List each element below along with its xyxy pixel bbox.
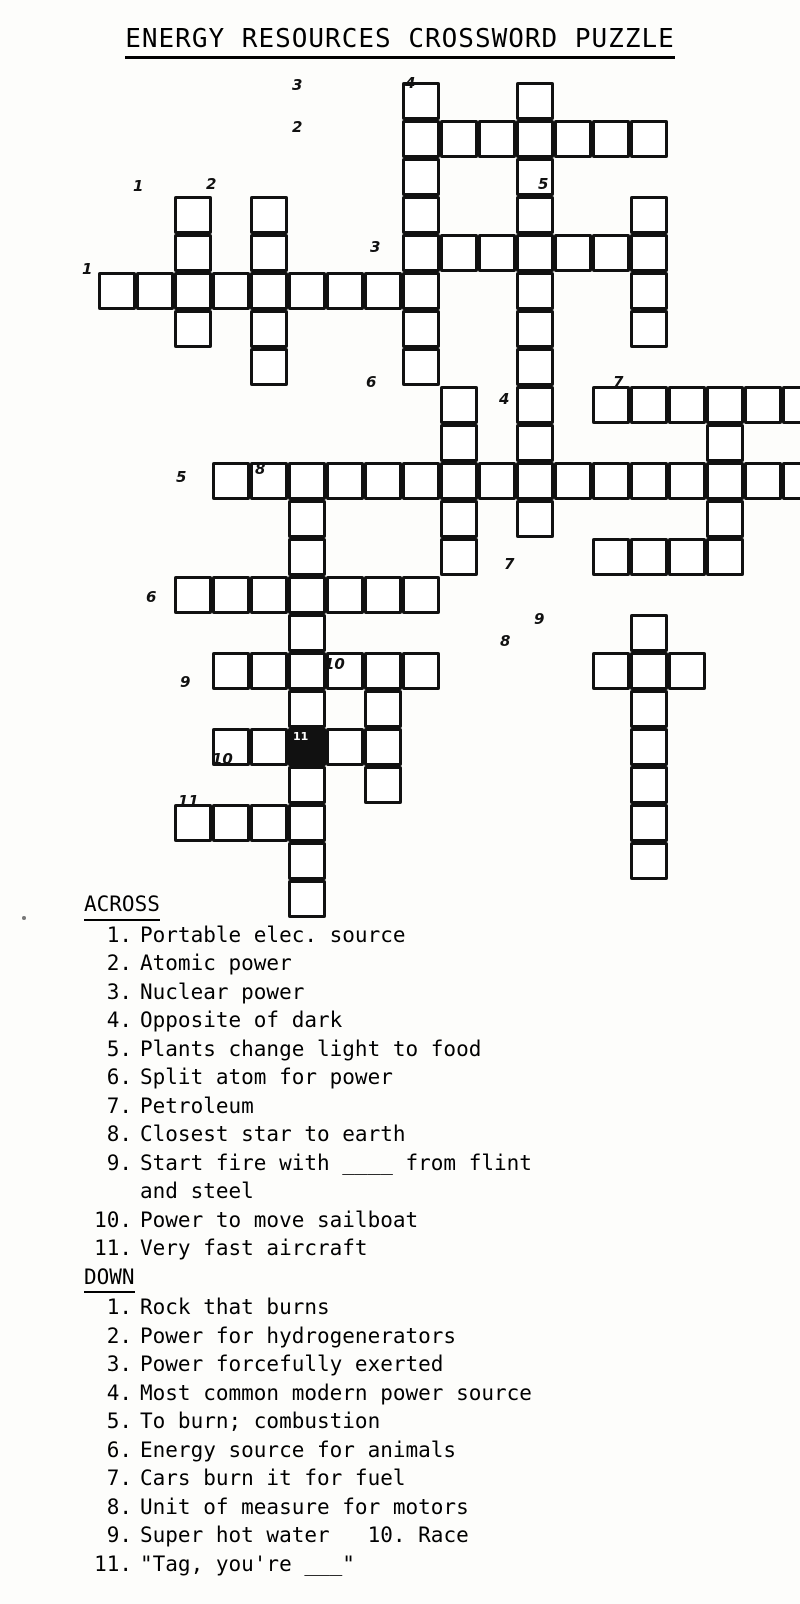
across-clue-continuation: and steel	[140, 1179, 254, 1203]
across-clue-text: Split atom for power	[140, 1065, 393, 1089]
across-clue-number: 3.	[106, 979, 132, 1004]
crossword-cell[interactable]	[706, 538, 744, 576]
crossword-cell[interactable]	[402, 158, 440, 196]
crossword-cell[interactable]	[630, 652, 668, 690]
grid-clue-number: 9	[180, 673, 191, 691]
down-clue-text: Power forcefully exerted	[140, 1352, 444, 1376]
page-title-text: ENERGY RESOURCES CROSSWORD PUZZLE	[125, 24, 675, 59]
crossword-cell[interactable]	[250, 804, 288, 842]
down-clue-number: 8.	[106, 1494, 132, 1519]
crossword-cell[interactable]	[516, 462, 554, 500]
down-clue	[78, 1293, 788, 1322]
crossword-cell[interactable]	[402, 234, 440, 272]
crossword-cell[interactable]	[668, 386, 706, 424]
across-clue-text: Opposite of dark	[140, 1008, 343, 1032]
down-heading-row	[78, 1263, 788, 1294]
crossword-cell[interactable]	[630, 196, 668, 234]
clue-spacer	[330, 1523, 368, 1547]
grid-clue-number: 11	[178, 792, 199, 810]
grid-clue-number: 8	[500, 632, 511, 650]
down-clue	[78, 1407, 788, 1436]
across-clue	[78, 1092, 788, 1121]
crossword-cell-numbered[interactable]	[288, 728, 326, 766]
crossword-cell[interactable]	[326, 728, 364, 766]
crossword-cell[interactable]	[478, 234, 516, 272]
grid-clue-number: 8	[255, 460, 266, 478]
crossword-cell[interactable]	[782, 462, 800, 500]
across-clue-text: Start fire with ____ from flint	[140, 1150, 532, 1175]
crossword-cell[interactable]	[288, 462, 326, 500]
across-clue	[78, 1234, 788, 1263]
crossword-cell[interactable]	[326, 462, 364, 500]
crossword-cell[interactable]	[288, 652, 326, 690]
grid-clue-number: 10	[324, 655, 345, 673]
crossword-cell[interactable]	[554, 120, 592, 158]
across-clue	[78, 921, 788, 950]
crossword-cell[interactable]	[706, 424, 744, 462]
down-clue	[78, 1322, 788, 1351]
grid-clue-number: 5	[176, 468, 187, 486]
crossword-cell[interactable]	[364, 576, 402, 614]
clue-list	[78, 890, 788, 1578]
crossword-cell[interactable]	[516, 310, 554, 348]
crossword-cell[interactable]	[402, 120, 440, 158]
crossword-cell[interactable]	[288, 538, 326, 576]
down-heading: DOWN	[84, 1263, 135, 1294]
crossword-cell[interactable]	[212, 272, 250, 310]
grid-clue-number: 10	[212, 750, 233, 768]
crossword-grid	[0, 70, 800, 890]
crossword-cell[interactable]	[706, 386, 744, 424]
across-clue	[78, 978, 788, 1007]
crossword-cell[interactable]	[402, 310, 440, 348]
across-clue-text: Petroleum	[140, 1093, 254, 1118]
down-clue-number: 9.	[106, 1523, 132, 1547]
down-clue-text: "Tag, you're ___"	[140, 1551, 355, 1576]
crossword-cell[interactable]	[630, 538, 668, 576]
across-clue-text: Power to move sailboat	[140, 1207, 419, 1232]
crossword-cell[interactable]	[364, 728, 402, 766]
crossword-cell[interactable]	[744, 462, 782, 500]
crossword-cell[interactable]	[630, 766, 668, 804]
crossword-cell[interactable]	[440, 538, 478, 576]
across-clue-text: Closest star to earth	[140, 1122, 406, 1146]
across-clue	[78, 1006, 788, 1035]
across-clue	[78, 1120, 788, 1149]
crossword-cell[interactable]	[516, 272, 554, 310]
crossword-cell[interactable]	[516, 196, 554, 234]
crossword-cell[interactable]	[250, 310, 288, 348]
down-clue-number: 1.	[106, 1295, 132, 1319]
grid-clue-number: 2	[292, 118, 303, 136]
across-clue	[78, 1035, 788, 1064]
down-clue	[78, 1379, 788, 1408]
down-clue	[78, 1436, 788, 1465]
crossword-cell[interactable]	[478, 462, 516, 500]
crossword-cell[interactable]	[630, 234, 668, 272]
crossword-cell[interactable]	[440, 234, 478, 272]
across-clue-text: Plants change light to food	[140, 1036, 482, 1061]
down-clue-number: 11.	[94, 1551, 132, 1576]
crossword-cell[interactable]	[402, 196, 440, 234]
crossword-cell[interactable]	[592, 538, 630, 576]
across-clue-number: 9.	[106, 1150, 132, 1175]
down-clue	[78, 1350, 788, 1379]
crossword-cell[interactable]	[668, 462, 706, 500]
across-heading: ACROSS	[84, 890, 160, 921]
crossword-cell[interactable]	[516, 348, 554, 386]
crossword-cell[interactable]	[402, 348, 440, 386]
crossword-cell[interactable]	[592, 462, 630, 500]
grid-clue-number: 3	[370, 238, 381, 256]
crossword-cell[interactable]	[630, 310, 668, 348]
crossword-cell[interactable]	[630, 386, 668, 424]
crossword-cell[interactable]	[136, 272, 174, 310]
stray-mark	[22, 916, 26, 920]
down-clue-text: Most common modern power source	[140, 1380, 532, 1405]
crossword-cell[interactable]	[630, 614, 668, 652]
crossword-cell[interactable]	[402, 462, 440, 500]
crossword-cell[interactable]	[706, 500, 744, 538]
down-clue-number: 6.	[106, 1437, 132, 1462]
crossword-cell[interactable]	[250, 234, 288, 272]
across-clue-number: 10.	[94, 1207, 132, 1232]
grid-clue-number: 5	[538, 175, 549, 193]
grid-clue-number: 7	[504, 555, 515, 573]
crossword-cell[interactable]	[440, 386, 478, 424]
crossword-cell[interactable]	[174, 234, 212, 272]
down-clue-number: 4.	[106, 1380, 132, 1405]
down-clue	[78, 1521, 788, 1550]
crossword-cell[interactable]	[250, 348, 288, 386]
crossword-cell[interactable]	[554, 462, 592, 500]
crossword-cell[interactable]	[174, 272, 212, 310]
crossword-cell[interactable]	[516, 424, 554, 462]
down-clue	[78, 1464, 788, 1493]
crossword-cell[interactable]	[554, 234, 592, 272]
crossword-cell[interactable]	[212, 804, 250, 842]
crossword-cell[interactable]	[174, 576, 212, 614]
crossword-cell[interactable]	[440, 462, 478, 500]
crossword-cell[interactable]	[288, 576, 326, 614]
down-clue-inline-extra: 10. Race	[367, 1523, 469, 1547]
down-clues	[78, 1293, 788, 1578]
crossword-cell[interactable]	[364, 652, 402, 690]
across-clue-text: Nuclear power	[140, 979, 305, 1004]
crossword-cell[interactable]	[174, 310, 212, 348]
crossword-cell[interactable]	[478, 120, 516, 158]
across-heading-row	[78, 890, 788, 921]
crossword-cell[interactable]	[630, 272, 668, 310]
grid-clue-number: 6	[366, 373, 377, 391]
across-clues	[78, 921, 788, 1263]
across-clue-number: 6.	[106, 1065, 132, 1089]
down-clue-text: Power for hydrogenerators	[140, 1323, 457, 1348]
crossword-cell[interactable]	[440, 424, 478, 462]
across-clue-number: 5.	[106, 1036, 132, 1061]
crossword-cell[interactable]	[288, 500, 326, 538]
crossword-cell[interactable]	[630, 842, 668, 880]
across-clue-text: Portable elec. source	[140, 922, 406, 947]
crossword-cell[interactable]	[212, 462, 250, 500]
crossword-cell[interactable]	[592, 120, 630, 158]
crossword-cell[interactable]	[440, 500, 478, 538]
crossword-cell[interactable]	[364, 690, 402, 728]
crossword-cell[interactable]	[516, 120, 554, 158]
across-clue	[78, 1206, 788, 1235]
crossword-cell[interactable]	[592, 386, 630, 424]
down-clue-text: Unit of measure for motors	[140, 1494, 469, 1519]
crossword-cell[interactable]	[630, 728, 668, 766]
down-clue-number: 7.	[106, 1466, 132, 1490]
crossword-cell[interactable]	[212, 576, 250, 614]
across-clue-text: Atomic power	[140, 951, 292, 975]
across-clue	[78, 949, 788, 978]
grid-clue-number: 3	[292, 76, 303, 94]
down-clue-number: 2.	[106, 1323, 132, 1348]
crossword-cell[interactable]	[668, 538, 706, 576]
grid-clue-number: 4	[405, 74, 416, 92]
crossword-cell[interactable]	[630, 120, 668, 158]
crossword-cell[interactable]	[326, 576, 364, 614]
grid-clue-number: 6	[146, 588, 157, 606]
crossword-cell[interactable]	[288, 690, 326, 728]
crossword-cell[interactable]	[516, 234, 554, 272]
crossword-cell[interactable]	[592, 234, 630, 272]
crossword-cell[interactable]	[630, 690, 668, 728]
crossword-cell[interactable]	[98, 272, 136, 310]
down-clue-text: To burn; combustion	[140, 1409, 381, 1433]
crossword-cell[interactable]	[288, 272, 326, 310]
across-clue-number: 1.	[106, 922, 132, 947]
down-clue-text: Rock that burns	[140, 1295, 330, 1319]
down-clue-text: Cars burn it for fuel	[140, 1466, 406, 1490]
crossword-cell[interactable]	[288, 614, 326, 652]
crossword-cell[interactable]	[288, 842, 326, 880]
grid-clue-number: 7	[613, 373, 624, 391]
crossword-cell[interactable]	[288, 766, 326, 804]
down-clue-number: 3.	[106, 1352, 132, 1376]
down-clue	[78, 1493, 788, 1522]
crossword-cell[interactable]	[592, 652, 630, 690]
grid-clue-number: 4	[499, 390, 510, 408]
crossword-cell[interactable]	[250, 272, 288, 310]
crossword-cell[interactable]	[516, 500, 554, 538]
crossword-cell[interactable]	[250, 652, 288, 690]
crossword-cell[interactable]	[250, 728, 288, 766]
crossword-cell[interactable]	[782, 386, 800, 424]
crossword-cell[interactable]	[516, 82, 554, 120]
down-clue-text: Super hot water	[140, 1523, 330, 1547]
crossword-cell[interactable]	[744, 386, 782, 424]
down-clue-text: Energy source for animals	[140, 1437, 457, 1462]
crossword-cell[interactable]	[668, 652, 706, 690]
cell-number: 11	[293, 730, 309, 743]
across-clue	[78, 1149, 788, 1178]
crossword-cell[interactable]	[250, 576, 288, 614]
crossword-cell[interactable]	[630, 462, 668, 500]
down-clue-number: 5.	[106, 1409, 132, 1433]
across-clue-number: 8.	[106, 1122, 132, 1146]
across-clue-number: 7.	[106, 1093, 132, 1118]
crossword-cell[interactable]	[516, 386, 554, 424]
crossword-cell[interactable]	[402, 272, 440, 310]
grid-clue-number: 1	[133, 177, 144, 195]
crossword-cell[interactable]	[630, 804, 668, 842]
crossword-cell[interactable]	[364, 766, 402, 804]
across-clue	[78, 1063, 788, 1092]
crossword-cell[interactable]	[250, 196, 288, 234]
crossword-cell[interactable]	[212, 652, 250, 690]
across-clue-text: Very fast aircraft	[140, 1236, 368, 1260]
down-clue	[78, 1550, 788, 1579]
crossword-cell[interactable]	[706, 462, 744, 500]
crossword-cell[interactable]	[402, 576, 440, 614]
crossword-cell[interactable]	[364, 272, 402, 310]
grid-clue-number: 2	[206, 175, 217, 193]
grid-clue-number: 9	[534, 610, 545, 628]
crossword-cell[interactable]	[364, 462, 402, 500]
crossword-cell[interactable]	[402, 652, 440, 690]
grid-clue-number: 1	[82, 260, 93, 278]
crossword-cell[interactable]	[174, 196, 212, 234]
crossword-cell[interactable]	[326, 272, 364, 310]
page-title	[0, 24, 800, 54]
across-clue-number: 4.	[106, 1008, 132, 1032]
across-clue-number: 11.	[94, 1236, 132, 1260]
across-clue-number: 2.	[106, 951, 132, 975]
crossword-cell[interactable]	[288, 804, 326, 842]
crossword-cell[interactable]	[440, 120, 478, 158]
